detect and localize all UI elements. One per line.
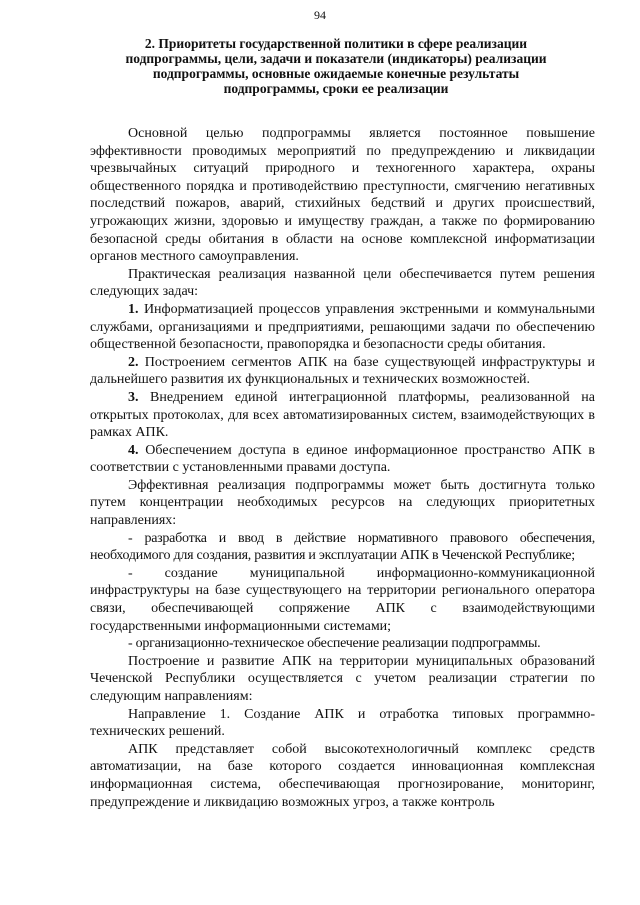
- paragraph-direction-1: Направление 1. Создание АПК и отработка типовых программно-технических решений.: [90, 706, 595, 740]
- heading-line: 2. Приоритеты государственной политики в сфере реализации: [144, 36, 528, 51]
- section-heading: [96, 36, 576, 96]
- paragraph-apk-description: АПК представляет собой высокотехнологичный комплекс средств автоматизации, на базе которого создается инновационная комплексная информационная система, обеспечивающая прогнозирование, мониторинг, предупреждение и ликвидацию возможных угроз, а также контроль: [90, 741, 595, 810]
- page-number: 94: [314, 8, 326, 22]
- paragraph-task-1: 1. Информатизацией процессов управления экстренными и коммунальными службами, организациями и предприятиями, решающими задачи по обеспечению общественной безопасности, правопорядка и безопасности среды обитания.: [90, 301, 595, 353]
- heading-line: подпрограммы, цели, задачи и показатели (индикаторы) реализации: [125, 51, 547, 66]
- task-number: 1.: [128, 301, 139, 317]
- task-number: 3.: [128, 389, 139, 405]
- paragraph-strategy: Построение и развитие АПК на территории муниципальных образований Чеченской Республики осуществляется с учетом реализации стратегии по следующим направлениям:: [90, 653, 595, 704]
- paragraph-task-2: 2. Построением сегментов АПК на базе существующей инфраструктуры и дальнейшего развития их функциональных и технических возможностей.: [90, 354, 595, 388]
- task-number: 4.: [128, 442, 139, 458]
- paragraph-priorities-intro: Эффективная реализация подпрограммы может быть достигнута только путем концентрации необходимых ресурсов на следующих приоритетных направлениях:: [90, 477, 595, 529]
- heading-line: подпрограммы, основные ожидаемые конечные результаты: [152, 66, 520, 81]
- paragraph-main-goal: Основной целью подпрограммы является постоянное повышение эффективности проводимых мероприятий по предупреждению и ликвидации чрезвычайных ситуаций природного и техногенного характера, охраны общественного порядка и противодействию преступности, смягчению негативных последствий пожаров, аварий, стихийных бедствий и других происшествий, угрожающих жизни, здоровью и имуществу граждан, а также по формированию безопасной среды обитания в области на основе комплексной информатизации органов местного самоуправления.: [90, 126, 595, 265]
- paragraph-task-4: 4. Обеспечением доступа в единое информационное пространство АПК в соответствии с установленными правами доступа.: [90, 442, 595, 476]
- body-text: [90, 125, 595, 811]
- paragraph-task-3: 3. Внедрением единой интеграционной платформы, реализованной на открытых протоколах, для всех автоматизированных систем, взаимодействующих в рамках АПК.: [90, 389, 595, 441]
- paragraph-tasks-intro: Практическая реализация названной цели обеспечивается путем решения следующих задач:: [90, 266, 595, 300]
- task-number: 2.: [128, 354, 139, 370]
- list-item-organizational: - организационно-техническое обеспечение реализации подпрограммы.: [128, 636, 541, 652]
- list-item-infrastructure: - создание муниципальной информационно-коммуникационной инфраструктуры на базе существующего на территории регионального оператора связи, обеспечивающей сопряжение АПК с взаимодействующими государственными информационными системами;: [90, 565, 595, 634]
- list-item-regulatory: - разработка и ввод в действие нормативного правового обеспечения, необходимого для создания, развития и эксплуатации АПК в Чеченской Республике;: [90, 530, 595, 564]
- heading-line: подпрограммы, сроки ее реализации: [223, 81, 449, 96]
